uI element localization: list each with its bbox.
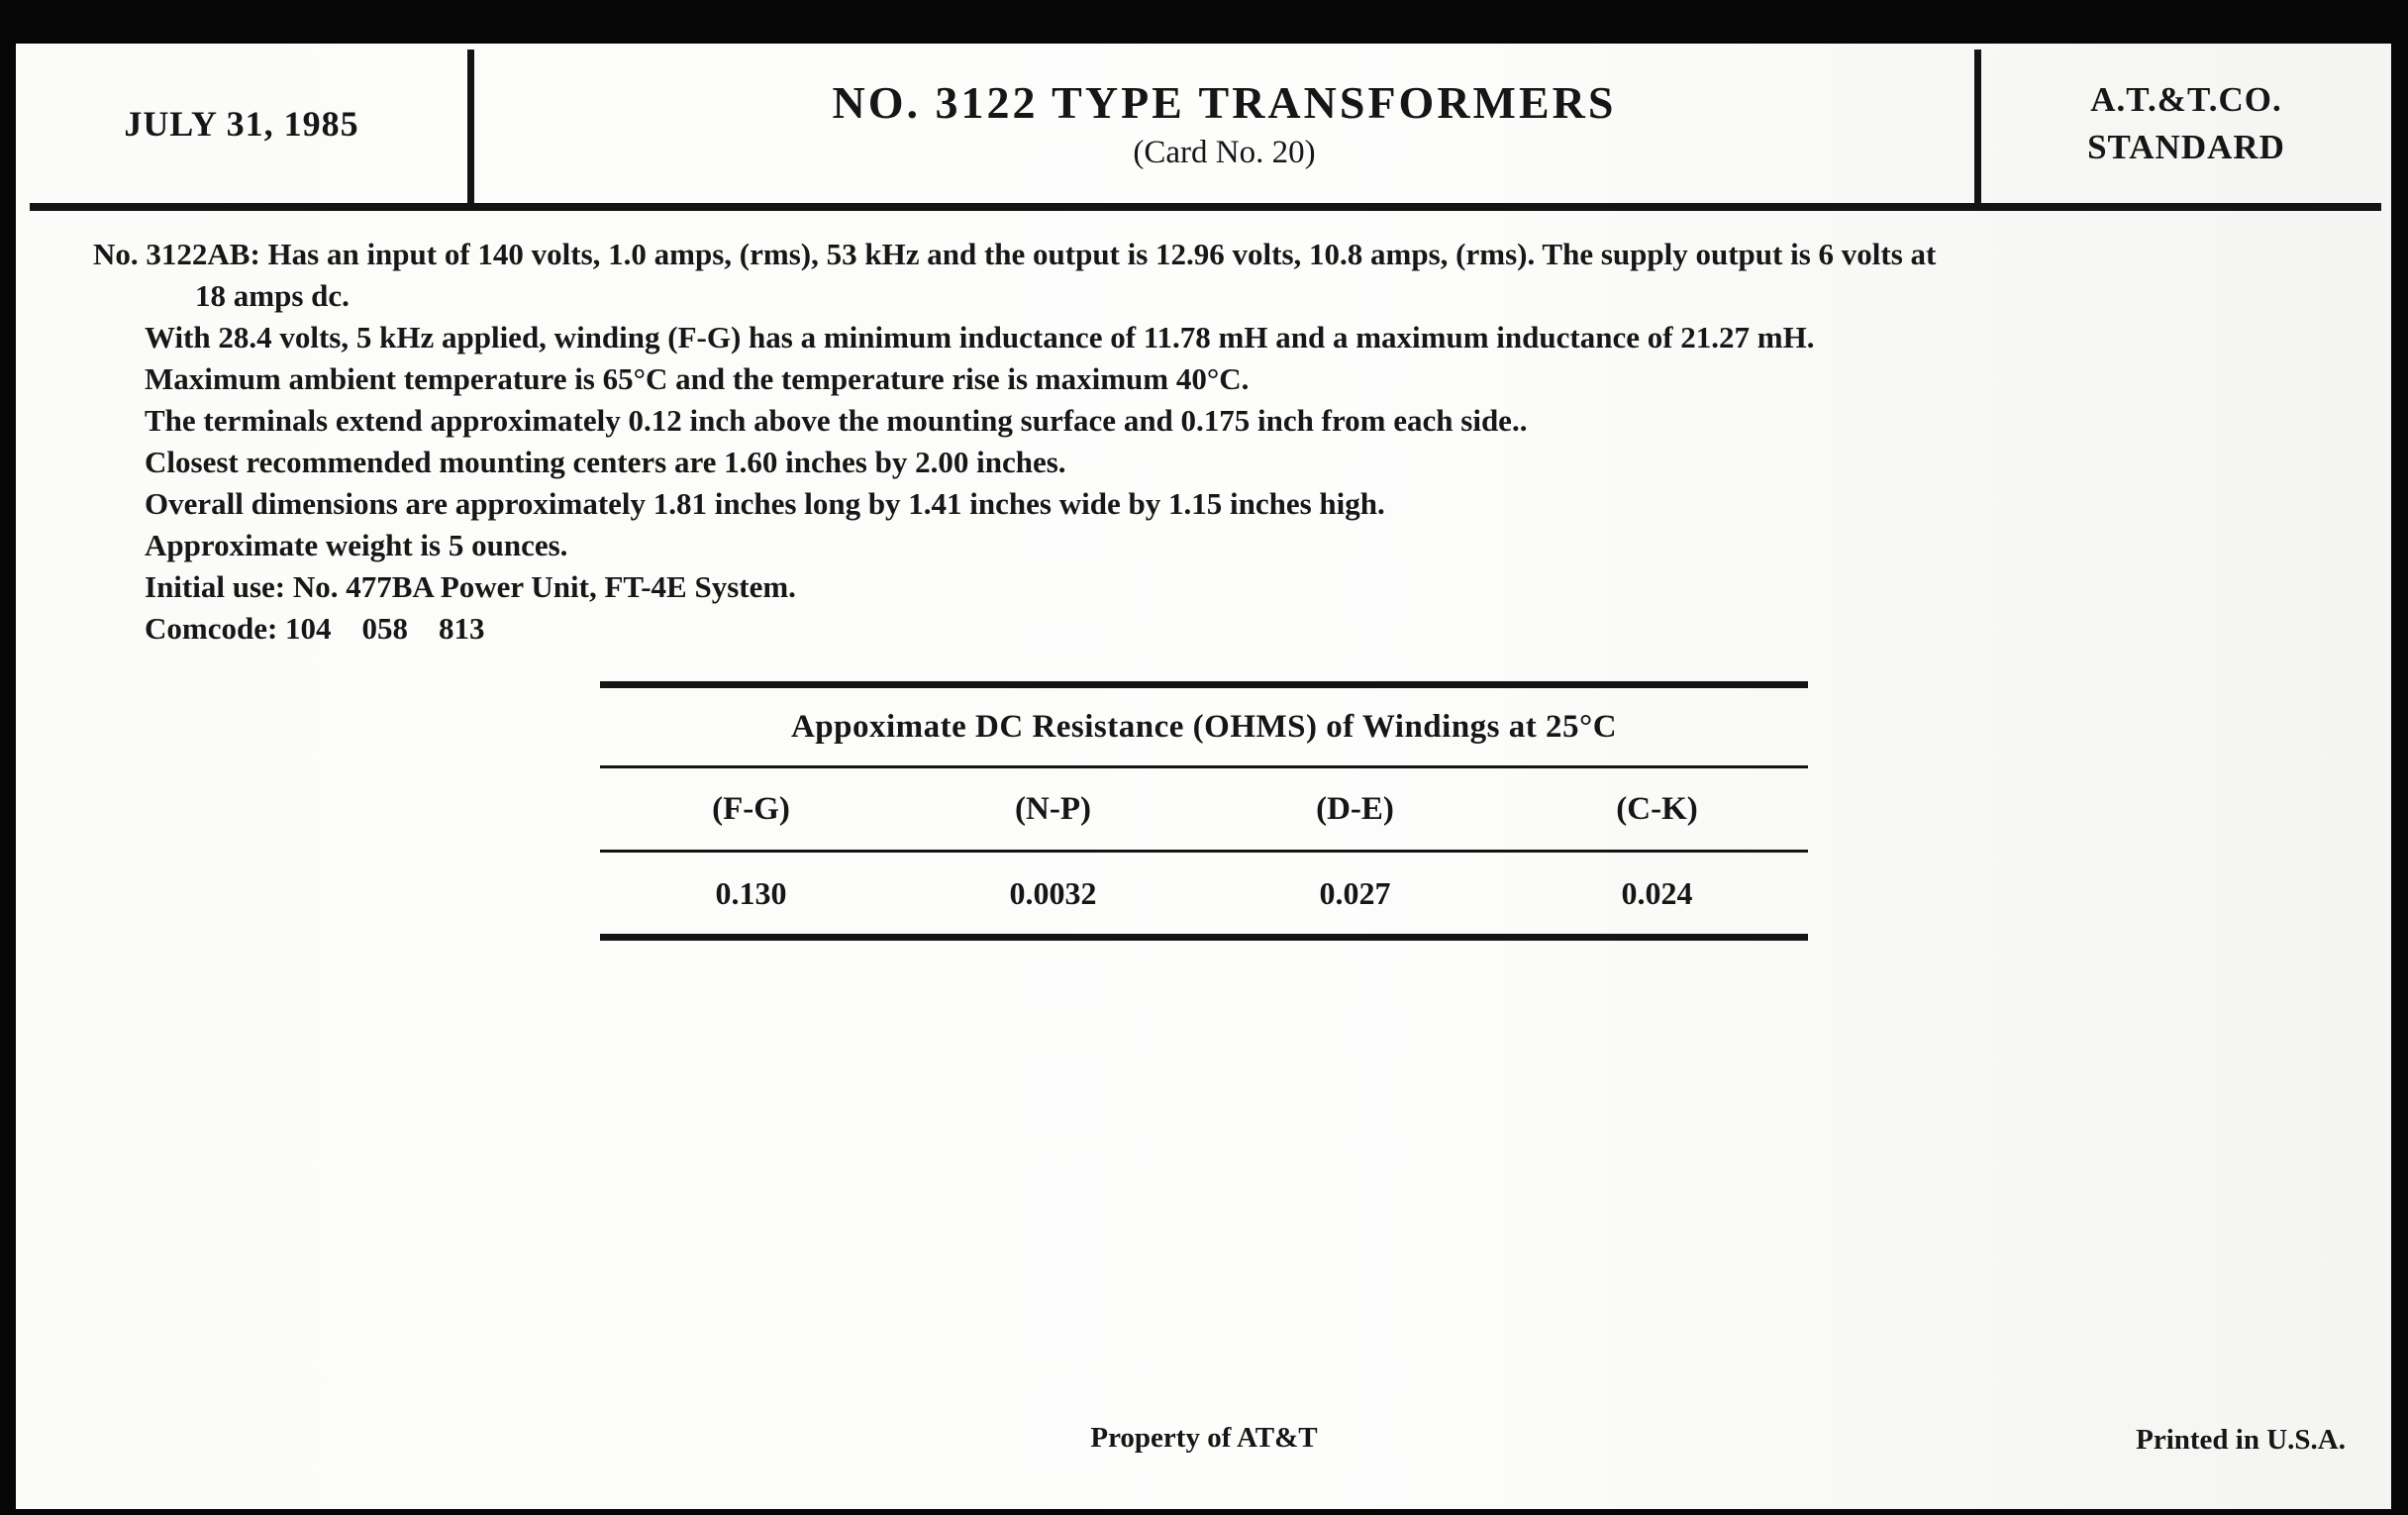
- spec-line: The terminals extend approximately 0.12 inch above the mounting surface and 0.175 inch from each side..: [145, 403, 1528, 438]
- spec-line: 18 amps dc.: [195, 278, 350, 313]
- org-name: A.T.&T.CO.: [2090, 79, 2282, 119]
- spec-line: Approximate weight is 5 ounces.: [145, 528, 568, 562]
- table-column-header: (D-E): [1316, 790, 1394, 827]
- table-value-row: [600, 853, 1808, 934]
- header-organization: [1981, 44, 2391, 203]
- spec-line: Initial use: No. 477BA Power Unit, FT-4E System.: [145, 569, 796, 604]
- table-column-header: (F-G): [712, 790, 790, 827]
- property-notice: Property of AT&T: [1090, 1422, 1318, 1454]
- document-page: [16, 44, 2391, 1509]
- table-value: 0.024: [1621, 874, 1693, 911]
- table-value: 0.130: [715, 874, 787, 911]
- spec-line: Closest recommended mounting centers are 1.60 inches by 2.00 inches.: [145, 445, 1066, 479]
- spec-line: No. 3122AB: Has an input of 140 volts, 1.0 amps, (rms), 53 kHz and the output is 12.96 volts, 10.8 amps, (rms). The supply output is 6 volts at: [93, 237, 1937, 271]
- spec-line: Overall dimensions are approximately 1.81 inches long by 1.41 inches wide by 1.15 inches high.: [145, 486, 1385, 521]
- table-value: 0.0032: [1009, 874, 1097, 911]
- header-divider-left: [467, 50, 474, 203]
- document-title: NO. 3122 TYPE TRANSFORMERS: [832, 76, 1617, 128]
- dc-resistance-table: [600, 681, 1808, 941]
- header-horizontal-rule: [30, 203, 2381, 211]
- table-header-row: [600, 768, 1808, 850]
- header-divider-right: [1974, 50, 1981, 203]
- header-title-block: [474, 44, 1974, 203]
- table-column-header: (C-K): [1616, 790, 1698, 827]
- spec-line: With 28.4 volts, 5 kHz applied, winding (F-G) has a minimum inductance of 11.78 mH and a maximum inductance of 21.27 mH.: [145, 320, 1815, 354]
- table-column-header: (N-P): [1015, 790, 1091, 827]
- table-value: 0.027: [1319, 874, 1391, 911]
- card-header: [16, 44, 2391, 203]
- table-top-rule: [600, 681, 1808, 688]
- header-date: JULY 31, 1985: [124, 103, 359, 144]
- table-bottom-rule: [600, 934, 1808, 941]
- table-title: Appoximate DC Resistance (OHMS) of Windings at 25°C: [790, 708, 1618, 745]
- spec-line: Maximum ambient temperature is 65°C and the temperature rise is maximum 40°C.: [145, 361, 1250, 396]
- printed-in-usa-notice: Printed in U.S.A.: [2136, 1424, 2346, 1456]
- org-standard-label: STANDARD: [2087, 127, 2285, 166]
- card-number: (Card No. 20): [1133, 134, 1316, 170]
- comcode-line: Comcode: 104 058 813: [145, 611, 485, 646]
- specification-text: [93, 234, 2370, 650]
